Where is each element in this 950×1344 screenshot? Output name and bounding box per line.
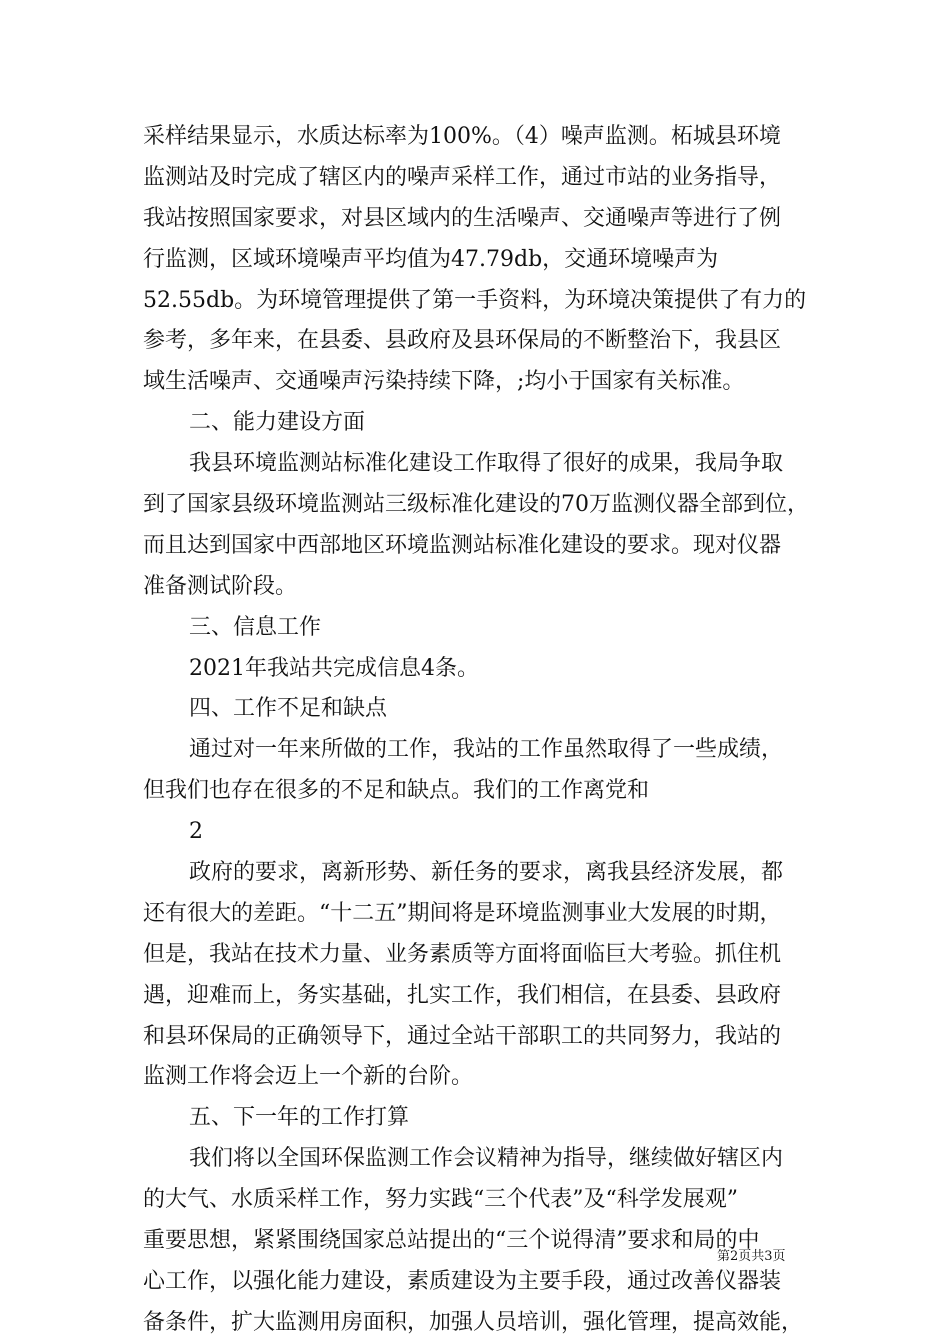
text-line: 通过对一年来所做的工作，我站的工作虽然取得了一些成绩， xyxy=(189,737,784,763)
section-heading: 五、下一年的工作打算 xyxy=(189,1105,410,1131)
text-line: 遇，迎难而上，务实基础，扎实工作，我们相信，在县委、县政府 xyxy=(143,982,782,1008)
text-line: 到了国家县级环境监测站三级标准化建设的70万监测仪器全部到位， xyxy=(143,492,809,518)
text-line: 监测工作将会迈上一个新的台阶。 xyxy=(143,1064,474,1090)
text-line: 但是，我站在技术力量、业务素质等方面将面临巨大考验。抓住机 xyxy=(143,941,782,967)
inline-page-number: 2 xyxy=(189,819,203,845)
text-line: 准备测试阶段。 xyxy=(143,573,298,599)
document-body xyxy=(143,117,823,1344)
text-line: 2021年我站共完成信息4条。 xyxy=(189,655,479,681)
text-line: 域生活噪声、交通噪声污染持续下降，;均小于国家有关标准。 xyxy=(143,369,745,395)
text-line: 采样结果显示，水质达标率为100%。（4）噪声监测。柘城县环境 xyxy=(143,124,781,149)
text-line: 心工作，以强化能力建设，素质建设为主要手段，通过改善仪器装 xyxy=(143,1268,782,1294)
text-line: 政府的要求，离新形势、新任务的要求，离我县经济发展，都 xyxy=(189,860,784,886)
text-line: 和县环保局的正确领导下，通过全站干部职工的共同努力，我站的 xyxy=(143,1023,782,1049)
section-heading: 三、信息工作 xyxy=(189,614,322,640)
text-line: 行监测，区域环境噪声平均值为47.79db，交通环境噪声为 xyxy=(143,246,719,272)
text-line: 备条件，扩大监测用房面积，加强人员培训，强化管理，提高效能， xyxy=(143,1309,804,1335)
text-line: 监测站及时完成了辖区内的噪声采样工作，通过市站的业务指导， xyxy=(143,164,782,190)
text-line: 的大气、水质采样工作，努力实践“三个代表”及“科学发展观” xyxy=(143,1187,738,1213)
text-line: 我站按照国家要求，对县区域内的生活噪声、交通噪声等进行了例 xyxy=(143,205,782,231)
text-line: 但我们也存在很多的不足和缺点。我们的工作离党和 xyxy=(143,778,650,804)
section-heading: 四、工作不足和缺点 xyxy=(189,696,388,722)
text-line: 而且达到国家中西部地区环境监测站标准化建设的要求。现对仪器 xyxy=(143,532,782,558)
text-line: 52.55db。为环境管理提供了第一手资料，为环境决策提供了有力的 xyxy=(143,287,807,313)
text-line: 重要思想，紧紧围绕国家总站提出的“三个说得清”要求和局的中 xyxy=(143,1228,760,1254)
text-line: 参考，多年来，在县委、县政府及县环保局的不断整治下，我县区 xyxy=(143,328,782,354)
page-footer: 第2页共3页 xyxy=(717,1249,786,1264)
text-line: 我们将以全国环保监测工作会议精神为指导，继续做好辖区内 xyxy=(189,1146,784,1172)
text-line: 还有很大的差距。“十二五”期间将是环境监测事业大发展的时期， xyxy=(143,900,782,926)
text-line: 我县环境监测站标准化建设工作取得了很好的成果，我局争取 xyxy=(189,451,784,477)
section-heading: 二、能力建设方面 xyxy=(189,410,366,436)
